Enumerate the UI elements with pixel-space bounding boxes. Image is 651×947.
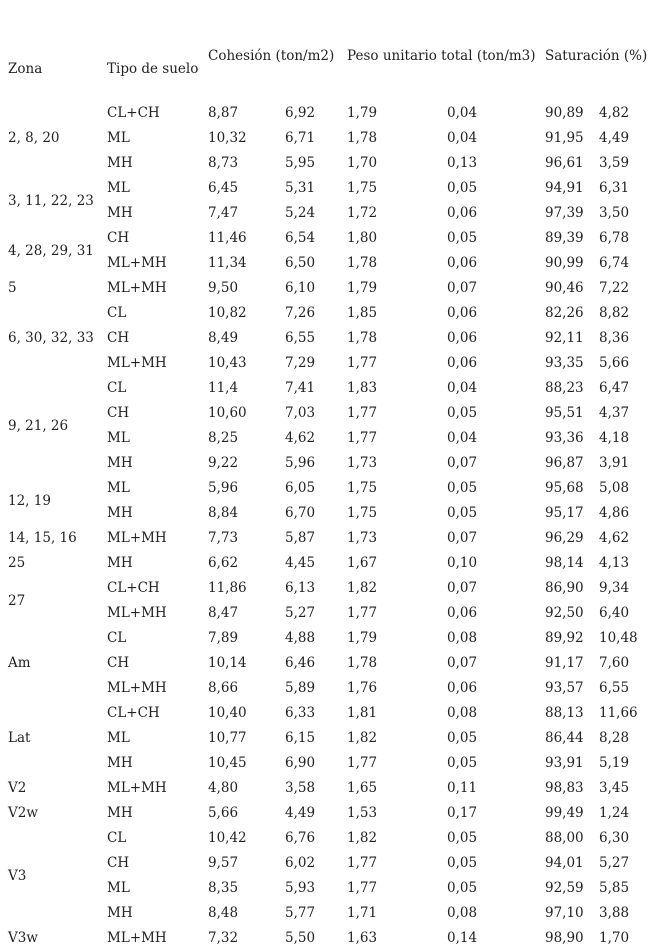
cohesion-deviation-cell: 5,50 [285,930,316,946]
tipo-de-suelo-cell: MH [107,805,133,821]
peso-unitario-value-cell: 1,82 [347,580,378,596]
header-cohesion: Cohesión (ton/m2) [208,48,335,64]
tipo-de-suelo-cell: MH [107,555,133,571]
peso-unitario-deviation-cell: 0,07 [447,530,478,546]
cohesion-deviation-cell: 4,45 [285,555,316,571]
zone-label: 12, 19 [8,492,51,509]
peso-unitario-deviation-cell: 0,07 [447,455,478,471]
cohesion-value-cell: 8,25 [208,430,239,446]
saturacion-deviation-cell: 4,18 [599,430,630,446]
saturacion-deviation-cell: 6,78 [599,230,630,246]
cohesion-value-cell: 8,84 [208,505,239,521]
saturacion-value-cell: 99,49 [545,805,584,821]
saturacion-deviation-cell: 5,85 [599,880,630,896]
saturacion-value-cell: 97,39 [545,205,584,221]
zone-label: 4, 28, 29, 31 [8,242,94,259]
peso-unitario-deviation-cell: 0,05 [447,505,478,521]
saturacion-deviation-cell: 7,22 [599,280,630,296]
saturacion-value-cell: 94,01 [545,855,584,871]
saturacion-value-cell: 90,99 [545,255,584,271]
saturacion-value-cell: 98,83 [545,780,584,796]
saturacion-deviation-cell: 3,91 [599,455,630,471]
peso-unitario-deviation-cell: 0,06 [447,330,478,346]
peso-unitario-value-cell: 1,77 [347,755,378,771]
peso-unitario-value-cell: 1,63 [347,930,378,946]
cohesion-deviation-cell: 6,33 [285,705,316,721]
saturacion-deviation-cell: 4,62 [599,530,630,546]
cohesion-value-cell: 10,82 [208,305,247,321]
saturacion-deviation-cell: 8,36 [599,330,630,346]
tipo-de-suelo-cell: ML+MH [107,280,167,296]
header-peso-unitario: Peso unitario total (ton/m3) [347,48,536,64]
cohesion-deviation-cell: 6,55 [285,330,316,346]
tipo-de-suelo-cell: MH [107,155,133,171]
saturacion-deviation-cell: 6,31 [599,180,630,196]
peso-unitario-deviation-cell: 0,05 [447,755,478,771]
saturacion-value-cell: 88,00 [545,830,584,846]
peso-unitario-value-cell: 1,72 [347,205,378,221]
saturacion-deviation-cell: 6,40 [599,605,630,621]
peso-unitario-deviation-cell: 0,05 [447,405,478,421]
peso-unitario-value-cell: 1,71 [347,905,378,921]
peso-unitario-deviation-cell: 0,05 [447,230,478,246]
cohesion-deviation-cell: 5,96 [285,455,316,471]
cohesion-deviation-cell: 6,54 [285,230,316,246]
cohesion-deviation-cell: 6,50 [285,255,316,271]
saturacion-deviation-cell: 9,34 [599,580,630,596]
saturacion-deviation-cell: 11,66 [599,705,638,721]
saturacion-deviation-cell: 3,45 [599,780,630,796]
cohesion-value-cell: 10,77 [208,730,247,746]
tipo-de-suelo-cell: ML [107,880,130,896]
peso-unitario-value-cell: 1,79 [347,280,378,296]
peso-unitario-value-cell: 1,77 [347,855,378,871]
tipo-de-suelo-cell: ML+MH [107,355,167,371]
cohesion-deviation-cell: 5,93 [285,880,316,896]
peso-unitario-value-cell: 1,73 [347,530,378,546]
tipo-de-suelo-cell: CL [107,380,127,396]
zone-label: V2 [8,780,27,796]
cohesion-deviation-cell: 5,31 [285,180,316,196]
zone-label: 9, 21, 26 [8,417,69,434]
tipo-de-suelo-cell: CL [107,830,127,846]
peso-unitario-deviation-cell: 0,17 [447,805,478,821]
tipo-de-suelo-cell: ML [107,730,130,746]
peso-unitario-deviation-cell: 0,07 [447,580,478,596]
cohesion-value-cell: 8,49 [208,330,239,346]
peso-unitario-value-cell: 1,78 [347,655,378,671]
cohesion-value-cell: 7,73 [208,530,239,546]
cohesion-value-cell: 9,50 [208,280,239,296]
saturacion-value-cell: 82,26 [545,305,584,321]
saturacion-deviation-cell: 4,49 [599,130,630,146]
cohesion-deviation-cell: 6,70 [285,505,316,521]
saturacion-value-cell: 98,90 [545,930,584,946]
zone-label: 5 [8,280,17,296]
cohesion-deviation-cell: 5,89 [285,680,316,696]
saturacion-value-cell: 93,91 [545,755,584,771]
saturacion-deviation-cell: 10,48 [599,630,638,646]
header-saturacion: Saturación (%) [545,48,648,64]
tipo-de-suelo-cell: ML+MH [107,255,167,271]
peso-unitario-deviation-cell: 0,04 [447,380,478,396]
peso-unitario-deviation-cell: 0,13 [447,155,478,171]
cohesion-value-cell: 5,66 [208,805,239,821]
peso-unitario-value-cell: 1,77 [347,430,378,446]
peso-unitario-deviation-cell: 0,05 [447,730,478,746]
cohesion-deviation-cell: 6,10 [285,280,316,296]
peso-unitario-value-cell: 1,82 [347,730,378,746]
tipo-de-suelo-cell: CH [107,230,130,246]
saturacion-deviation-cell: 5,66 [599,355,630,371]
cohesion-value-cell: 10,60 [208,405,247,421]
peso-unitario-deviation-cell: 0,07 [447,655,478,671]
peso-unitario-deviation-cell: 0,06 [447,205,478,221]
cohesion-deviation-cell: 6,05 [285,480,316,496]
peso-unitario-deviation-cell: 0,08 [447,705,478,721]
saturacion-value-cell: 89,39 [545,230,584,246]
peso-unitario-value-cell: 1,81 [347,705,378,721]
zone-label: Lat [8,730,31,746]
cohesion-value-cell: 7,47 [208,205,239,221]
peso-unitario-deviation-cell: 0,10 [447,555,478,571]
cohesion-deviation-cell: 6,76 [285,830,316,846]
cohesion-deviation-cell: 4,62 [285,430,316,446]
peso-unitario-deviation-cell: 0,08 [447,630,478,646]
saturacion-value-cell: 89,92 [545,630,584,646]
cohesion-value-cell: 11,34 [208,255,247,271]
peso-unitario-deviation-cell: 0,08 [447,905,478,921]
tipo-de-suelo-cell: ML+MH [107,530,167,546]
saturacion-value-cell: 97,10 [545,905,584,921]
peso-unitario-deviation-cell: 0,05 [447,480,478,496]
cohesion-value-cell: 6,62 [208,555,239,571]
cohesion-value-cell: 5,96 [208,480,239,496]
saturacion-value-cell: 96,29 [545,530,584,546]
cohesion-value-cell: 8,35 [208,880,239,896]
cohesion-value-cell: 8,48 [208,905,239,921]
tipo-de-suelo-cell: CH [107,405,130,421]
cohesion-value-cell: 11,4 [208,380,239,396]
cohesion-value-cell: 6,45 [208,180,239,196]
cohesion-value-cell: 7,32 [208,930,239,946]
cohesion-deviation-cell: 6,46 [285,655,316,671]
saturacion-deviation-cell: 1,24 [599,805,630,821]
peso-unitario-deviation-cell: 0,06 [447,355,478,371]
peso-unitario-deviation-cell: 0,06 [447,255,478,271]
cohesion-value-cell: 10,14 [208,655,247,671]
cohesion-deviation-cell: 7,26 [285,305,316,321]
saturacion-deviation-cell: 3,50 [599,205,630,221]
cohesion-deviation-cell: 6,13 [285,580,316,596]
peso-unitario-value-cell: 1,53 [347,805,378,821]
cohesion-deviation-cell: 5,77 [285,905,316,921]
saturacion-deviation-cell: 4,13 [599,555,630,571]
cohesion-value-cell: 11,46 [208,230,247,246]
saturacion-value-cell: 86,90 [545,580,584,596]
cohesion-deviation-cell: 6,02 [285,855,316,871]
cohesion-value-cell: 8,47 [208,605,239,621]
peso-unitario-value-cell: 1,65 [347,780,378,796]
header-tipo-de-suelo: Tipo de suelo [107,61,199,77]
zone-label: 3, 11, 22, 23 [8,192,94,209]
cohesion-deviation-cell: 4,49 [285,805,316,821]
peso-unitario-value-cell: 1,75 [347,505,378,521]
saturacion-deviation-cell: 8,82 [599,305,630,321]
saturacion-value-cell: 94,91 [545,180,584,196]
tipo-de-suelo-cell: CL [107,305,127,321]
tipo-de-suelo-cell: ML [107,130,130,146]
saturacion-deviation-cell: 8,28 [599,730,630,746]
peso-unitario-value-cell: 1,77 [347,880,378,896]
cohesion-value-cell: 8,66 [208,680,239,696]
peso-unitario-value-cell: 1,77 [347,605,378,621]
header-zona: Zona [8,61,43,77]
saturacion-value-cell: 98,14 [545,555,584,571]
saturacion-value-cell: 88,13 [545,705,584,721]
peso-unitario-value-cell: 1,82 [347,830,378,846]
peso-unitario-deviation-cell: 0,04 [447,430,478,446]
cohesion-value-cell: 10,42 [208,830,247,846]
saturacion-value-cell: 93,36 [545,430,584,446]
tipo-de-suelo-cell: CH [107,655,130,671]
zone-label: 27 [8,592,26,609]
cohesion-deviation-cell: 3,58 [285,780,316,796]
peso-unitario-value-cell: 1,79 [347,105,378,121]
tipo-de-suelo-cell: CH [107,855,130,871]
saturacion-value-cell: 92,59 [545,880,584,896]
tipo-de-suelo-cell: MH [107,205,133,221]
tipo-de-suelo-cell: MH [107,505,133,521]
peso-unitario-value-cell: 1,78 [347,330,378,346]
saturacion-value-cell: 92,50 [545,605,584,621]
cohesion-deviation-cell: 5,27 [285,605,316,621]
saturacion-deviation-cell: 3,88 [599,905,630,921]
cohesion-value-cell: 8,87 [208,105,239,121]
tipo-de-suelo-cell: CL+CH [107,580,160,596]
tipo-de-suelo-cell: CL+CH [107,705,160,721]
cohesion-value-cell: 9,57 [208,855,239,871]
peso-unitario-deviation-cell: 0,04 [447,105,478,121]
peso-unitario-deviation-cell: 0,11 [447,780,478,796]
cohesion-deviation-cell: 5,87 [285,530,316,546]
peso-unitario-value-cell: 1,75 [347,180,378,196]
tipo-de-suelo-cell: ML+MH [107,780,167,796]
zone-label: V2w [8,805,38,821]
tipo-de-suelo-cell: ML+MH [107,930,167,946]
cohesion-deviation-cell: 6,71 [285,130,316,146]
saturacion-value-cell: 88,23 [545,380,584,396]
cohesion-value-cell: 7,89 [208,630,239,646]
cohesion-value-cell: 10,43 [208,355,247,371]
tipo-de-suelo-cell: CH [107,330,130,346]
peso-unitario-deviation-cell: 0,06 [447,305,478,321]
tipo-de-suelo-cell: ML [107,180,130,196]
peso-unitario-deviation-cell: 0,05 [447,880,478,896]
saturacion-deviation-cell: 5,27 [599,855,630,871]
zone-label: Am [8,655,31,671]
tipo-de-suelo-cell: ML+MH [107,605,167,621]
saturacion-deviation-cell: 6,30 [599,830,630,846]
tipo-de-suelo-cell: MH [107,905,133,921]
saturacion-deviation-cell: 4,86 [599,505,630,521]
cohesion-value-cell: 10,40 [208,705,247,721]
peso-unitario-value-cell: 1,70 [347,155,378,171]
cohesion-value-cell: 11,86 [208,580,247,596]
peso-unitario-value-cell: 1,77 [347,355,378,371]
cohesion-deviation-cell: 7,29 [285,355,316,371]
tipo-de-suelo-cell: MH [107,455,133,471]
peso-unitario-value-cell: 1,85 [347,305,378,321]
peso-unitario-deviation-cell: 0,07 [447,280,478,296]
tipo-de-suelo-cell: ML [107,480,130,496]
saturacion-deviation-cell: 1,70 [599,930,630,946]
saturacion-value-cell: 91,95 [545,130,584,146]
peso-unitario-value-cell: 1,78 [347,130,378,146]
saturacion-deviation-cell: 5,08 [599,480,630,496]
cohesion-value-cell: 4,80 [208,780,239,796]
zone-label: 6, 30, 32, 33 [8,330,94,346]
saturacion-deviation-cell: 3,59 [599,155,630,171]
peso-unitario-value-cell: 1,75 [347,480,378,496]
saturacion-value-cell: 93,57 [545,680,584,696]
cohesion-deviation-cell: 5,24 [285,205,316,221]
tipo-de-suelo-cell: ML+MH [107,680,167,696]
saturacion-value-cell: 95,68 [545,480,584,496]
cohesion-deviation-cell: 7,41 [285,380,316,396]
zone-label: 14, 15, 16 [8,530,77,546]
cohesion-value-cell: 8,73 [208,155,239,171]
cohesion-deviation-cell: 5,95 [285,155,316,171]
peso-unitario-deviation-cell: 0,04 [447,130,478,146]
saturacion-value-cell: 92,11 [545,330,584,346]
saturacion-value-cell: 95,51 [545,405,584,421]
saturacion-deviation-cell: 6,74 [599,255,630,271]
saturacion-value-cell: 96,87 [545,455,584,471]
peso-unitario-value-cell: 1,78 [347,255,378,271]
peso-unitario-value-cell: 1,80 [347,230,378,246]
saturacion-deviation-cell: 4,82 [599,105,630,121]
saturacion-value-cell: 86,44 [545,730,584,746]
saturacion-value-cell: 90,89 [545,105,584,121]
cohesion-deviation-cell: 6,92 [285,105,316,121]
tipo-de-suelo-cell: CL+CH [107,105,160,121]
saturacion-value-cell: 95,17 [545,505,584,521]
saturacion-deviation-cell: 6,47 [599,380,630,396]
cohesion-value-cell: 10,45 [208,755,247,771]
peso-unitario-value-cell: 1,79 [347,630,378,646]
saturacion-deviation-cell: 4,37 [599,405,630,421]
zone-label: V3w [8,930,38,946]
peso-unitario-deviation-cell: 0,05 [447,855,478,871]
saturacion-value-cell: 90,46 [545,280,584,296]
cohesion-deviation-cell: 4,88 [285,630,316,646]
peso-unitario-deviation-cell: 0,14 [447,930,478,946]
zone-label: 2, 8, 20 [8,130,60,146]
tipo-de-suelo-cell: CL [107,630,127,646]
peso-unitario-value-cell: 1,73 [347,455,378,471]
peso-unitario-value-cell: 1,67 [347,555,378,571]
saturacion-value-cell: 91,17 [545,655,584,671]
cohesion-deviation-cell: 6,90 [285,755,316,771]
cohesion-value-cell: 9,22 [208,455,239,471]
saturacion-value-cell: 93,35 [545,355,584,371]
cohesion-deviation-cell: 6,15 [285,730,316,746]
peso-unitario-value-cell: 1,83 [347,380,378,396]
cohesion-deviation-cell: 7,03 [285,405,316,421]
peso-unitario-value-cell: 1,77 [347,405,378,421]
saturacion-deviation-cell: 7,60 [599,655,630,671]
peso-unitario-value-cell: 1,76 [347,680,378,696]
tipo-de-suelo-cell: ML [107,430,130,446]
tipo-de-suelo-cell: MH [107,755,133,771]
peso-unitario-deviation-cell: 0,05 [447,180,478,196]
saturacion-value-cell: 96,61 [545,155,584,171]
saturacion-deviation-cell: 6,55 [599,680,630,696]
cohesion-value-cell: 10,32 [208,130,247,146]
zone-label: 25 [8,555,26,571]
peso-unitario-deviation-cell: 0,05 [447,830,478,846]
peso-unitario-deviation-cell: 0,06 [447,680,478,696]
saturacion-deviation-cell: 5,19 [599,755,630,771]
peso-unitario-deviation-cell: 0,06 [447,605,478,621]
zone-label: V3 [8,867,27,884]
